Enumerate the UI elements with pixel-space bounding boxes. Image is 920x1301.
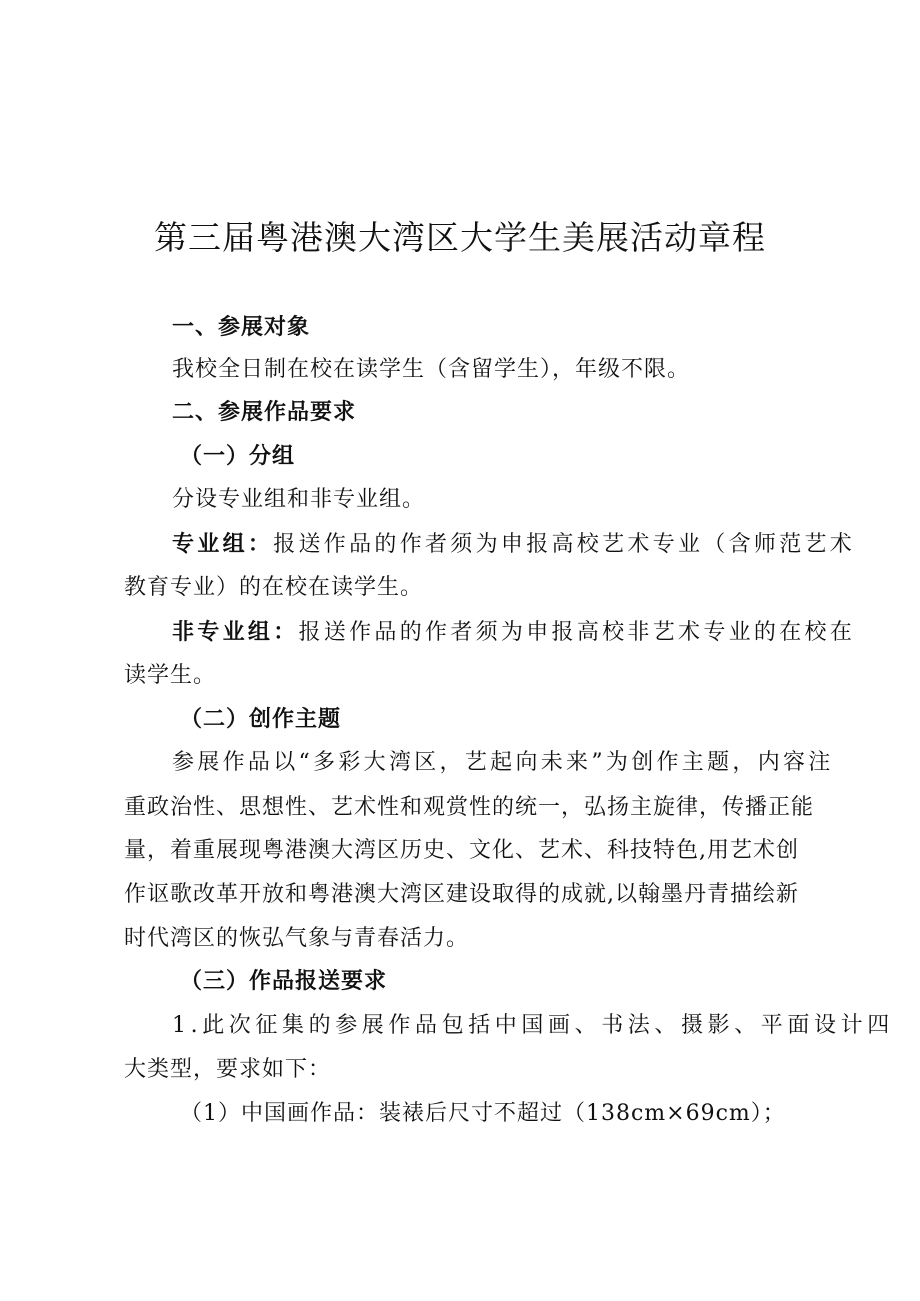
professional-group-line-1 — [172, 532, 855, 558]
professional-group-line-2: 教育专业）的在校在读学生。 — [124, 575, 424, 600]
theme-line-4: 作讴歌改革开放和粤港澳大湾区建设取得的成就,以翰墨丹青描绘新 — [124, 882, 799, 907]
subheading-theme: （二）创作主题 — [180, 707, 342, 732]
theme-line-5: 时代湾区的恢弘气象与青春活力。 — [124, 926, 470, 951]
groups-text: 分设专业组和非专业组。 — [172, 487, 426, 512]
subheading-submission: （三）作品报送要求 — [180, 969, 388, 994]
nonprofessional-group-line-1 — [172, 620, 855, 646]
nonprofessional-group-line-2: 读学生。 — [124, 663, 217, 688]
nonprofessional-group-label: 非专业组： — [172, 620, 299, 645]
submission-item-chinese-painting: （1）中国画作品：装裱后尺寸不超过（138cm×69cm）； — [180, 1101, 786, 1126]
section-heading-requirements: 二、参展作品要求 — [172, 400, 357, 425]
theme-line-2: 重政治性、思想性、艺术性和观赏性的统一，弘扬主旋律，传播正能 — [124, 795, 815, 820]
submission-line-2: 大类型，要求如下： — [124, 1057, 332, 1082]
document-title: 第三届粤港澳大湾区大学生美展活动章程 — [154, 218, 766, 257]
subheading-groups: （一）分组 — [180, 444, 296, 469]
theme-line-1: 参展作品以“多彩大湾区，艺起向未来”为创作主题，内容注 — [172, 750, 834, 775]
submission-line-1: 1.此次征集的参展作品包括中国画、书法、摄影、平面设计四 — [172, 1013, 894, 1038]
theme-line-3: 量，着重展现粤港澳大湾区历史、文化、艺术、科技特色,用艺术创 — [124, 838, 799, 863]
professional-group-text: 报送作品的作者须为申报高校艺术专业（含师范艺术 — [273, 532, 856, 557]
section-heading-participants: 一、参展对象 — [172, 315, 311, 340]
professional-group-label: 专业组： — [172, 532, 274, 557]
participants-text: 我校全日制在校在读学生（含留学生），年级不限。 — [172, 357, 691, 382]
nonprofessional-group-text: 报送作品的作者须为申报高校非艺术专业的在校在 — [298, 620, 856, 645]
